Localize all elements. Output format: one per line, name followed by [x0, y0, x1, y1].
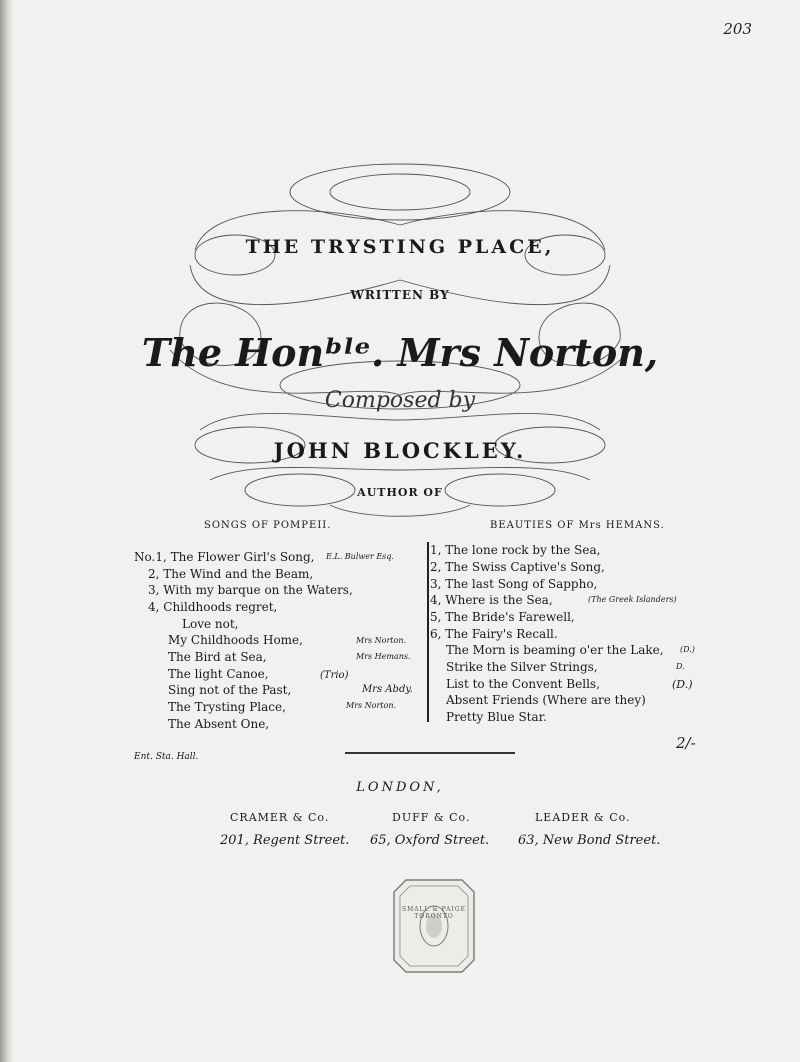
song-note: Mrs Norton. — [346, 701, 397, 710]
composer-name: JOHN BLOCKLEY. — [273, 438, 527, 463]
seller-stamp-seal — [392, 878, 476, 974]
entered-stationers-hall: Ent. Sta. Hall. — [134, 752, 199, 762]
song-list-item: 2, The Swiss Captive's Song, — [430, 560, 605, 574]
song-note: Mrs Hemans. — [356, 652, 411, 661]
song-list-item: My Childhoods Home, — [168, 633, 303, 647]
song-list-item: Pretty Blue Star. — [446, 710, 547, 724]
song-note: (Trio) — [320, 670, 349, 681]
publisher-name: CRAMER & Co. — [230, 811, 330, 824]
song-list-item: The light Canoe, — [168, 667, 269, 681]
song-list-item: The Morn is beaming o'er the Lake, — [446, 643, 664, 657]
imprint-city: LONDON, — [356, 780, 444, 795]
song-list-item: 4, Where is the Sea, — [430, 593, 553, 607]
lyricist-name: The Honᵇˡᵉ. Mrs Norton, — [141, 330, 659, 375]
song-list-item: 2, The Wind and the Beam, — [148, 567, 314, 581]
song-list-item: No.1, The Flower Girl's Song, — [134, 550, 315, 564]
publisher-name: DUFF & Co. — [392, 811, 471, 824]
left-column-heading: SONGS OF POMPEII. — [204, 520, 332, 531]
song-list-item: 3, The last Song of Sappho, — [430, 577, 598, 591]
song-list-item: Strike the Silver Strings, — [446, 660, 598, 674]
stamp-text: SMALL & PAIGE TORONTO — [401, 906, 467, 920]
song-list-item: Sing not of the Past, — [168, 683, 292, 697]
song-list-item: 5, The Bride's Farewell, — [430, 610, 575, 624]
song-note: Mrs Norton. — [356, 636, 407, 645]
song-list-item: The Trysting Place, — [168, 700, 286, 714]
publisher-address: 63, New Bond Street. — [518, 833, 661, 848]
song-list-item: List to the Convent Bells, — [446, 677, 600, 691]
archive-number: 203 — [723, 20, 752, 38]
song-title: THE TRYSTING PLACE, — [245, 236, 555, 258]
publisher-address: 201, Regent Street. — [220, 833, 350, 848]
publisher-address: 65, Oxford Street. — [370, 833, 490, 848]
song-list-item: Love not, — [182, 617, 239, 631]
song-note: (The Greek Islanders) — [588, 595, 677, 604]
song-note: D. — [676, 662, 685, 671]
song-list-item: 4, Childhoods regret, — [148, 600, 278, 614]
song-list-item: Absent Friends (Where are they) — [446, 693, 646, 707]
song-list-item: 6, The Fairy's Recall. — [430, 627, 558, 641]
song-list-item: The Bird at Sea, — [168, 650, 267, 664]
horizontal-rule — [345, 752, 515, 754]
song-note: (D.) — [672, 678, 693, 691]
song-note: (D.) — [680, 645, 695, 654]
author-of-label: AUTHOR OF — [357, 486, 443, 499]
composed-by-label: Composed by — [324, 388, 476, 413]
song-note: Mrs Abdy. — [362, 684, 413, 695]
publisher-name: LEADER & Co. — [535, 811, 631, 824]
right-column-heading: BEAUTIES OF Mrs HEMANS. — [490, 520, 665, 531]
price: 2/- — [676, 734, 696, 752]
written-by-label: WRITTEN BY — [350, 288, 450, 302]
song-list-item: 3, With my barque on the Waters, — [148, 583, 353, 597]
column-divider — [427, 542, 429, 722]
song-list-item: 1, The lone rock by the Sea, — [430, 543, 601, 557]
song-note: E.L. Bulwer Esq. — [326, 552, 394, 561]
song-list-item: The Absent One, — [168, 717, 270, 731]
